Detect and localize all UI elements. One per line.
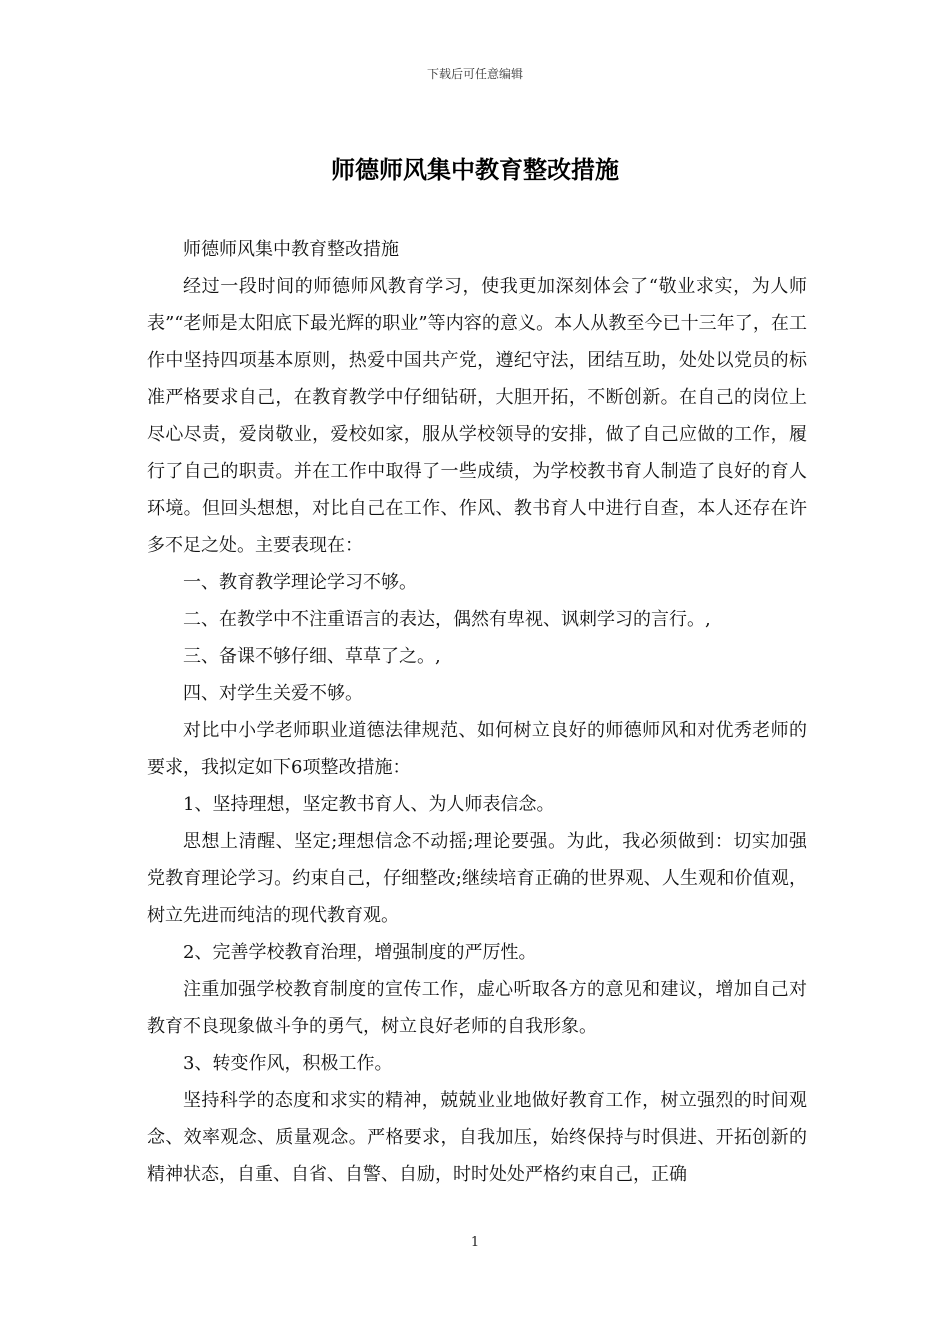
body-paragraph-measure-2-text: 注重加强学校教育制度的宣传工作，虚心听取各方的意见和建议，增加自己对教育不良现象做斗争的勇气，树立良好老师的自我形象。: [147, 979, 807, 1037]
body-paragraph-measures-intro: 对比中小学老师职业道德法律规范、如何树立良好的师德师风和对优秀老师的要求，我拟定如下6项整改措施：: [147, 720, 807, 778]
body-paragraph-measure-2-heading: 2、完善学校教育治理，增强制度的严厉性。: [183, 942, 537, 963]
body-paragraph-measure-1-heading: 1、坚持理想，坚定教书育人、为人师表信念。: [183, 794, 555, 815]
body-paragraph-issue-1: 一、教育教学理论学习不够。: [183, 572, 417, 593]
body-paragraph-issue-3: 三、备课不够仔细、草草了之。,: [183, 646, 441, 667]
body-paragraph-issue-4: 四、对学生关爱不够。: [183, 683, 363, 704]
body-paragraph-intro: 经过一段时间的师德师风教育学习，使我更加深刻体会了“敬业求实，为人师表”“老师是太阳底下最光辉的职业”等内容的意义。本人从教至今已十三年了，在工作中坚持四项基本原则，热爱中国共产党，遵纪守法，团结互助，处处以党员的标准严格要求自己，在教育教学中仔细钻研，大胆开拓，不断创新。在自己的岗位上尽心尽责，爱岗敬业，爱校如家，服从学校领导的安排，做了自己应做的工作，履行了自己的职责。并在工作中取得了一些成绩，为学校教书育人制造了良好的育人环境。但回头想想，对比自己在工作、作风、教书育人中进行自查，本人还存在许多不足之处。主要表现在：: [147, 276, 807, 556]
document-title: 师德师风集中教育整改措施: [331, 155, 619, 184]
body-paragraph-issue-2: 二、在教学中不注重语言的表达，偶然有卑视、讽刺学习的言行。,: [183, 609, 711, 630]
page-number: 1: [470, 1235, 480, 1250]
body-paragraph-subtitle: 师德师风集中教育整改措施: [183, 239, 399, 260]
document-body: [147, 231, 807, 1193]
body-paragraph-measure-3-heading: 3、转变作风，积极工作。: [183, 1053, 393, 1074]
body-paragraph-measure-1-text: 思想上清醒、坚定;理想信念不动摇;理论要强。为此，我必须做到：切实加强党教育理论学习。约束自己，仔细整改;继续培育正确的世界观、人生观和价值观，树立先进而纯洁的现代教育观。: [147, 831, 807, 926]
header-note: 下载后可任意编辑: [426, 67, 523, 81]
body-paragraph-measure-3-text: 坚持科学的态度和求实的精神，兢兢业业地做好教育工作，树立强烈的时间观念、效率观念、质量观念。严格要求，自我加压，始终保持与时俱进、开拓创新的精神状态，自重、自省、自警、自励，时时处处严格约束自己，正确: [147, 1090, 807, 1185]
